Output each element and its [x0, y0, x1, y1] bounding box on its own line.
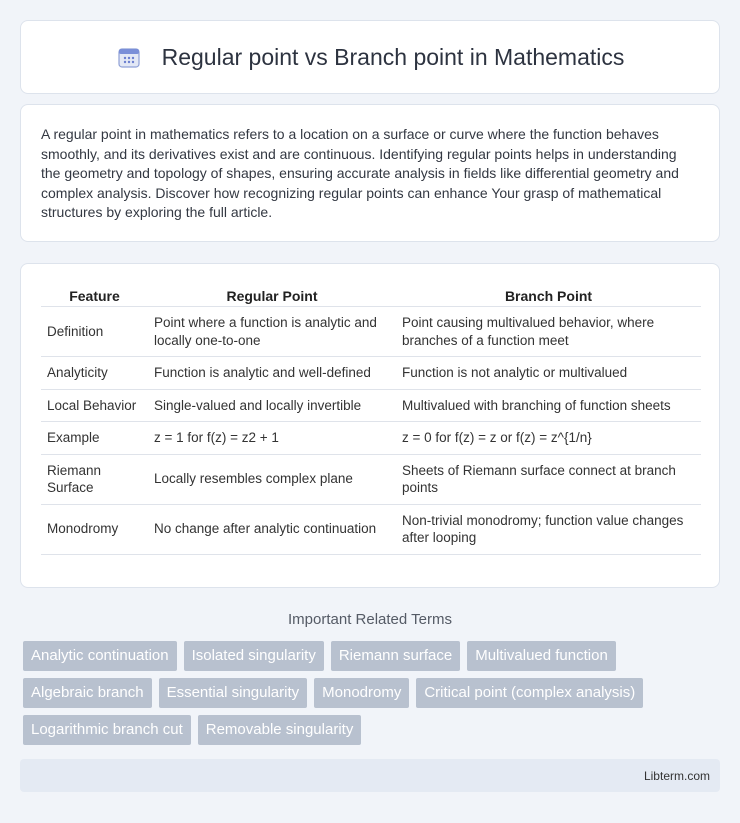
- table-row: [41, 307, 701, 357]
- table-cell: Monodromy: [41, 504, 148, 554]
- related-term-tag[interactable]: Critical point (complex analysis): [416, 678, 643, 708]
- related-term-tag[interactable]: Analytic continuation: [23, 641, 177, 671]
- table-cell: Non-trivial monodromy; function value changes after looping: [396, 504, 701, 554]
- table-cell: Riemann Surface: [41, 454, 148, 504]
- table-cell: No change after analytic continuation: [148, 504, 396, 554]
- comparison-table: [41, 284, 701, 555]
- table-cell: Locally resembles complex plane: [148, 454, 396, 504]
- related-term-tag[interactable]: Multivalued function: [467, 641, 616, 671]
- table-cell: Point where a function is analytic and locally one-to-one: [148, 307, 396, 357]
- table-row: [41, 454, 701, 504]
- table-cell: Example: [41, 422, 148, 455]
- related-term-tag[interactable]: Logarithmic branch cut: [23, 715, 191, 745]
- table-cell: Definition: [41, 307, 148, 357]
- table-row: [41, 357, 701, 390]
- related-term-tag[interactable]: Isolated singularity: [184, 641, 324, 671]
- table-row: [41, 504, 701, 554]
- related-terms-title: Important Related Terms: [288, 611, 452, 628]
- column-header: Branch Point: [396, 284, 701, 307]
- column-header: Regular Point: [148, 284, 396, 307]
- related-term-tag[interactable]: Monodromy: [314, 678, 409, 708]
- table-cell: Point causing multivalued behavior, where branches of a function meet: [396, 307, 701, 357]
- table-header-row: [41, 284, 701, 307]
- table-row: [41, 422, 701, 455]
- table-cell: z = 1 for f(z) = z2 + 1: [148, 422, 396, 455]
- related-term-tag[interactable]: Removable singularity: [198, 715, 362, 745]
- header-card: [20, 20, 720, 94]
- intro-text: A regular point in mathematics refers to a location on a surface or curve where the function behaves smoothly, and its derivatives exist and are continuous. Identifying regular points helps in understanding the geometry and topology of shapes, ensuring accurate analysis in fields like differential geometry and complex analysis. Discover how recognizing regular points can enhance Your grasp of mathematical structures by exploring the full article.: [41, 126, 679, 220]
- footer: [20, 759, 720, 792]
- related-term-tag[interactable]: Riemann surface: [331, 641, 460, 671]
- calendar-icon: [116, 44, 142, 70]
- footer-site-link[interactable]: Libterm.com: [643, 769, 710, 783]
- comparison-card: [20, 263, 720, 588]
- table-cell: z = 0 for f(z) = z or f(z) = z^{1/n}: [396, 422, 701, 455]
- table-cell: Function is not analytic or multivalued: [396, 357, 701, 390]
- table-cell: Sheets of Riemann surface connect at branch points: [396, 454, 701, 504]
- related-term-tag[interactable]: Algebraic branch: [23, 678, 152, 708]
- table-cell: Local Behavior: [41, 389, 148, 422]
- intro-card: [20, 104, 720, 242]
- table-row: [41, 389, 701, 422]
- page-title: Regular point vs Branch point in Mathematics: [161, 43, 625, 70]
- related-term-tag[interactable]: Essential singularity: [159, 678, 308, 708]
- table-cell: Single-valued and locally invertible: [148, 389, 396, 422]
- table-cell: Function is analytic and well-defined: [148, 357, 396, 390]
- table-cell: Analyticity: [41, 357, 148, 390]
- table-cell: Multivalued with branching of function sheets: [396, 389, 701, 422]
- column-header: Feature: [41, 284, 148, 307]
- related-terms-list: [23, 641, 723, 752]
